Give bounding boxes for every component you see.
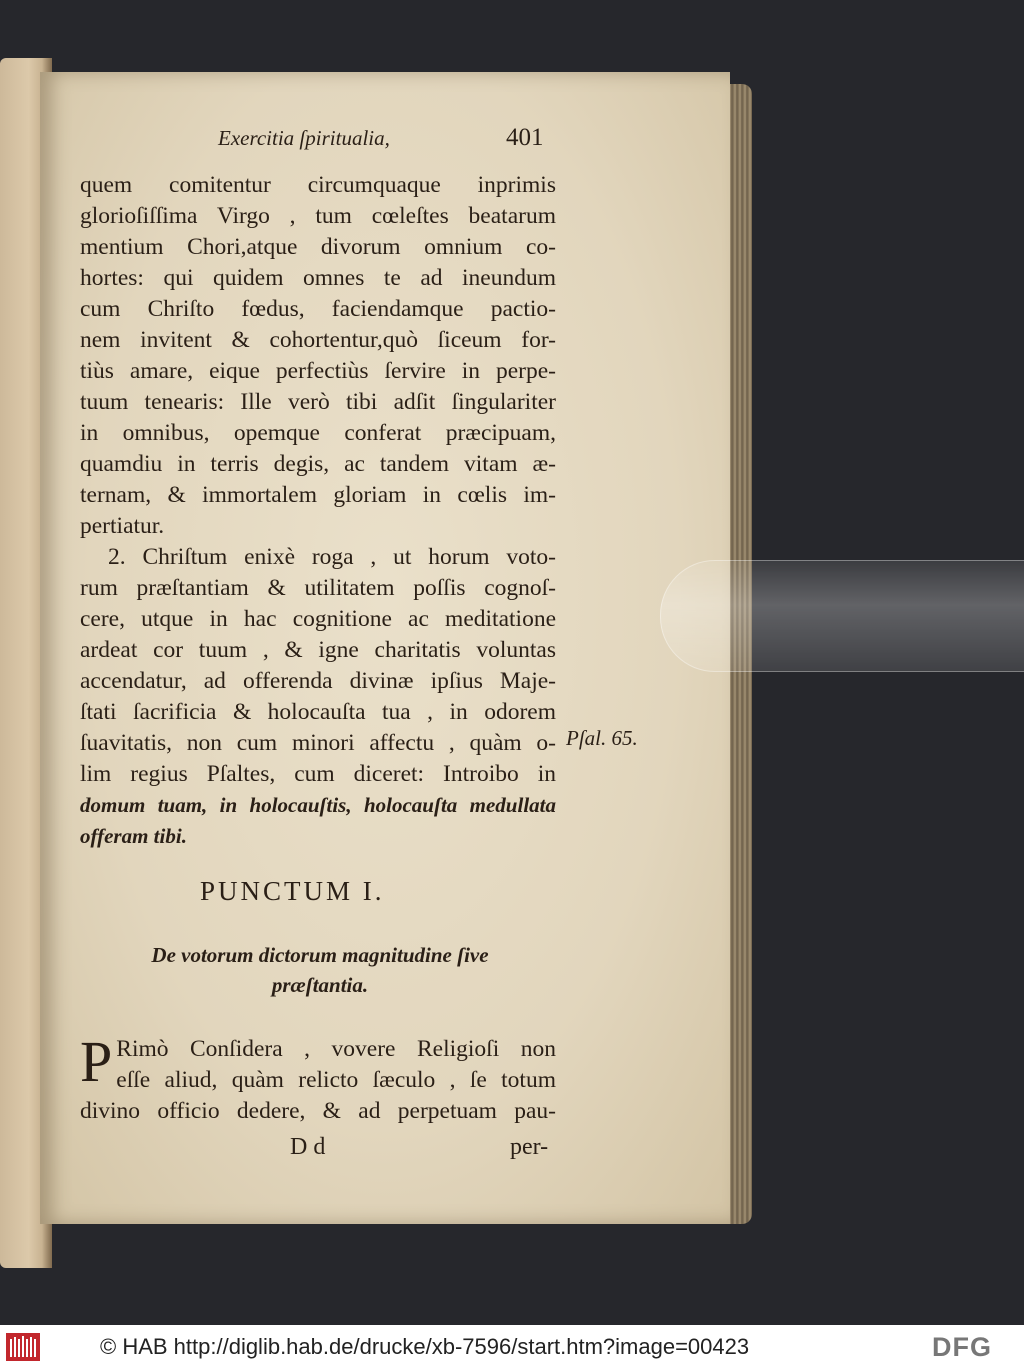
body-line: eſſe aliud, quàm relicto ſæculo , ſe totum [116, 1067, 556, 1093]
body-line: cere, utque in hac cognitione ac meditatione [80, 606, 556, 632]
body-line: ſtati ſacrificia & holocauſta tua , in odorem [80, 699, 556, 725]
body-line: lim regius Pſaltes, cum diceret: Introibo in [80, 761, 556, 787]
body-line: offeram tibi. [80, 824, 187, 848]
signature-mark: D d [290, 1134, 326, 1160]
section-subtitle [110, 940, 530, 1000]
subtitle-line: præſtantia. [271, 973, 369, 997]
body-line: hortes: qui quidem omnes te ad ineundum [80, 265, 556, 291]
body-line: quem comitentur circumquaque inprimis [80, 172, 556, 198]
running-head: Exercitia ſpiritualia, [218, 126, 390, 150]
copyright-url[interactable]: © HAB http://diglib.hab.de/drucke/xb-7596/start.htm?image=00423 [100, 1334, 750, 1359]
body-line: 2. Chriſtum enixè roga , ut horum voto- [108, 544, 556, 570]
body-line: tiùs amare, eique perfectiùs ſervire in perpe- [80, 358, 556, 384]
body-text [80, 170, 556, 852]
marginal-reference: Pſal. 65. [566, 726, 638, 750]
body-line: quamdiu in terris degis, ac tandem vitam æ- [80, 451, 556, 477]
body-line: ardeat cor tuum , & igne charitatis voluntas [80, 637, 556, 663]
body-line: Rimò Conſidera , vovere Religioſi non [116, 1036, 556, 1062]
footer-bar [0, 1325, 1024, 1370]
body-line: ternam, & immortalem gloriam in cœlis im- [80, 482, 556, 508]
section-heading: PUNCTUM I. [200, 876, 385, 906]
body-line: rum præſtantiam & utilitatem poſſis cognoſ- [80, 575, 556, 601]
body-line: mentium Chori,atque divorum omnium co- [80, 234, 556, 260]
dfg-logo: DFG [932, 1332, 992, 1362]
body-line: ſuavitatis, non cum minori affectu , quàm o- [80, 730, 556, 756]
body-line: glorioſiſſima Virgo , tum cœleſtes beatarum [80, 203, 556, 229]
drop-cap: P [80, 1029, 113, 1094]
catchword: per- [510, 1134, 549, 1160]
body-line: domum tuam, in holocauſtis, holocauſta medullata [80, 793, 556, 817]
body-line: nem invitent & cohortentur,quò ſiceum for- [80, 327, 556, 353]
body-line: accendatur, ad offerenda divinæ ipſius Maje- [80, 668, 556, 694]
hab-logo-icon [6, 1333, 40, 1361]
body-line: in omnibus, opemque conferat præcipuam, [80, 420, 556, 446]
glass-page-holder [660, 560, 1024, 672]
paragraph-punctum [80, 1029, 556, 1127]
body-line: divino officio dedere, & ad perpetuam pau- [80, 1098, 556, 1124]
page-number: 401 [506, 124, 544, 151]
body-line: tuum tenearis: Ille verò tibi adſit ſingulariter [80, 389, 556, 415]
subtitle-line: De votorum dictorum magnitudine ſive [151, 943, 489, 967]
body-line: cum Chriſto fœdus, faciendamque pactio- [80, 296, 556, 322]
body-line: pertiatur. [80, 513, 165, 539]
